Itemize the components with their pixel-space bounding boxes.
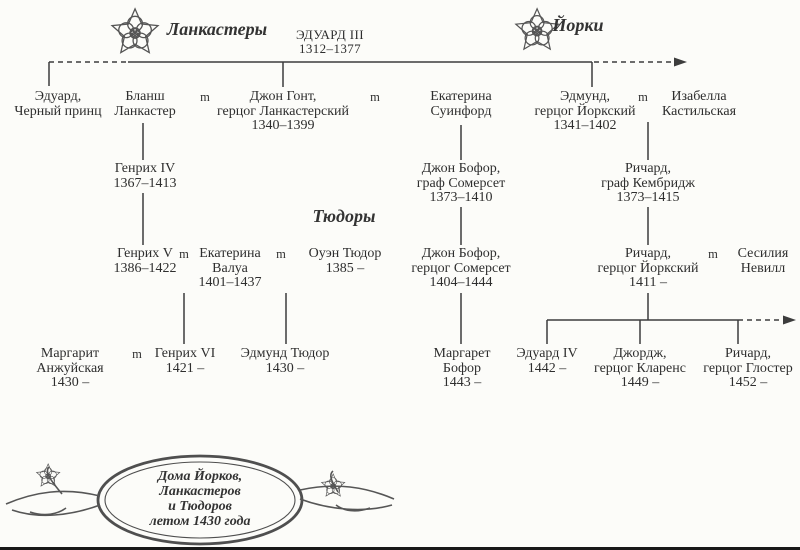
cartouche-line: Дома Йорков,	[157, 469, 243, 484]
root-person-dates: 1312–1377	[298, 41, 362, 56]
person-richard-cambridge: Ричард, граф Кембридж 1373–1415	[601, 161, 695, 205]
person-edward-iv: Эдуард IV 1442 –	[516, 346, 578, 376]
marriage-symbol: m	[276, 247, 286, 261]
cartouche-line: летом 1430 года	[149, 514, 251, 529]
person-henry-vi: Генрих VI 1421 –	[154, 346, 216, 376]
person-john-beaufort-duke: Джон Бофор, герцог Сомерсет 1404–1444	[411, 246, 511, 290]
marriage-symbol: m	[708, 247, 718, 261]
root-person-name: ЭДУАРД III	[296, 27, 364, 42]
person-catherine-swynford: Екатерина Суинфорд	[430, 89, 492, 119]
york-house-label: Йорки	[552, 15, 604, 35]
person-isabella-castile: Изабелла Кастильская	[661, 89, 737, 119]
marriage-symbol: m	[638, 90, 648, 104]
person-john-beaufort-earl: Джон Бофор, граф Сомерсет 1373–1410	[416, 161, 506, 205]
tudor-house-label: Тюдоры	[312, 206, 376, 226]
marriage-symbol: m	[370, 90, 380, 104]
lancaster-house-label: Ланкастеры	[166, 19, 268, 39]
cartouche-title	[150, 469, 251, 529]
person-edmund-duke-york: Эдмунд, герцог Йоркский 1341–1402	[534, 89, 636, 133]
marriage-symbol: m	[179, 247, 189, 261]
person-edmund-tudor: Эдмунд Тюдор 1430 –	[240, 346, 330, 376]
person-edward-black-prince: Эдуард, Черный принц	[14, 89, 102, 119]
person-richard-duke-york: Ричард, герцог Йоркский 1411 –	[597, 246, 699, 290]
person-owen-tudor: Оуэн Тюдор 1385 –	[308, 246, 382, 276]
person-george-clarence: Джордж, герцог Кларенс 1449 –	[594, 346, 686, 390]
person-richard-gloucester: Ричард, герцог Глостер 1452 –	[703, 346, 793, 390]
marriage-symbol: m	[132, 347, 142, 361]
person-blanche-lancaster: Бланш Ланкастер	[114, 89, 176, 119]
person-henry-v: Генрих V 1386–1422	[113, 246, 177, 276]
cartouche-line: и Тюдоров	[168, 499, 232, 514]
person-henry-iv: Генрих IV 1367–1413	[113, 161, 177, 191]
person-margaret-beaufort: Маргарет Бофор 1443 –	[433, 346, 491, 390]
person-margaret-anjou: Маргарит Анжуйская 1430 –	[36, 346, 104, 390]
person-catherine-valois: Екатерина Валуа 1401–1437	[198, 246, 262, 290]
marriage-symbol: m	[200, 90, 210, 104]
cartouche-line: Ланкастеров	[159, 484, 241, 499]
person-john-gaunt: Джон Гонт, герцог Ланкастерский 1340–1399	[216, 89, 350, 133]
person-cecily-neville: Сесилия Невилл	[737, 246, 789, 276]
